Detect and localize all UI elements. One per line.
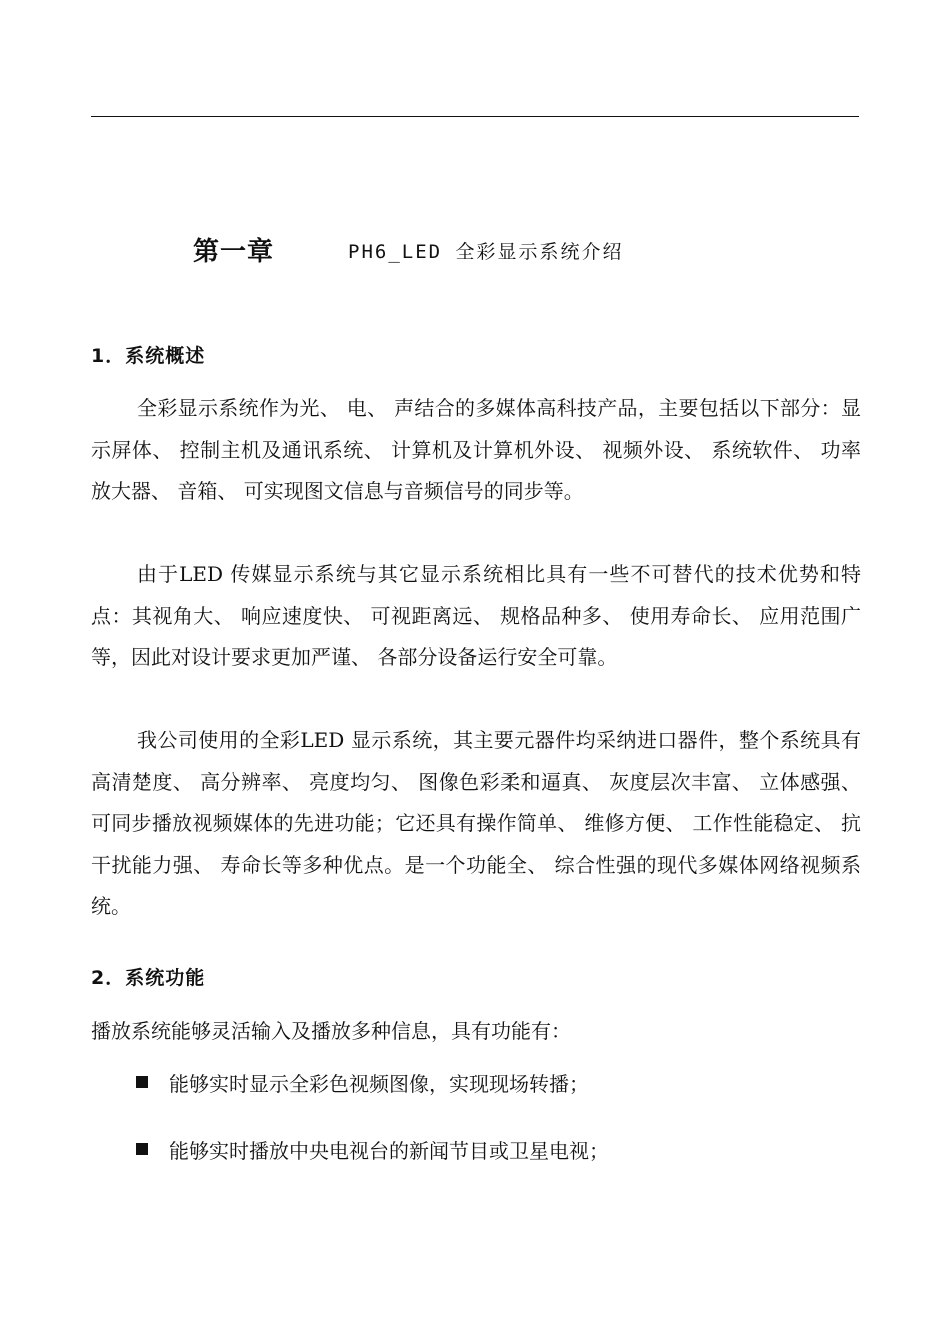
chapter-heading <box>0 232 950 272</box>
overview-paragraph-1: 全彩显示系统作为光、 电、 声结合的多媒体高科技产品，主要包括以下部分：显示屏体、 控制主机及通讯系统、 计算机及计算机外设、 视频外设、 系统软件、 功率放大器、 音箱、 可实现图文信息与音频信号的同步等。 <box>91 396 861 504</box>
chapter-label: 第一章 <box>193 237 275 267</box>
functions-intro: 播放系统能够灵活输入及播放多种信息，具有功能有： <box>91 1019 571 1043</box>
square-bullet-icon <box>136 1076 148 1088</box>
list-item-text: 能够实时播放中央电视台的新闻节目或卫星电视； <box>169 1139 609 1163</box>
header-rule <box>91 116 859 117</box>
chapter-title: PH6_LED 全彩显示系统介绍 <box>348 241 624 263</box>
section-heading-overview: 1．系统概述 <box>91 345 206 367</box>
overview-paragraph-2: 由于LED 传媒显示系统与其它显示系统相比具有一些不可替代的技术优势和特点：其视角大、 响应速度快、 可视距离远、 规格品种多、 使用寿命长、 应用范围广等，因此对设计要求更加严谨、 各部分设备运行安全可靠。 <box>91 562 861 670</box>
section-heading-functions: 2．系统功能 <box>91 967 206 989</box>
overview-paragraph-3: 我公司使用的全彩LED 显示系统，其主要元器件均采纳进口器件，整个系统具有高清楚度、 高分辨率、 亮度均匀、 图像色彩柔和逼真、 灰度层次丰富、 立体感强、 可同步播放视频媒体的先进功能；它还具有操作简单、 维修方便、 工作性能稳定、 抗干扰能力强、 寿命长等多种优点。是一个功能全、 综合性强的现代多媒体网络视频系统。 <box>91 728 861 919</box>
list-item-text: 能够实时显示全彩色视频图像，实现现场转播； <box>169 1072 589 1096</box>
square-bullet-icon <box>136 1143 148 1155</box>
